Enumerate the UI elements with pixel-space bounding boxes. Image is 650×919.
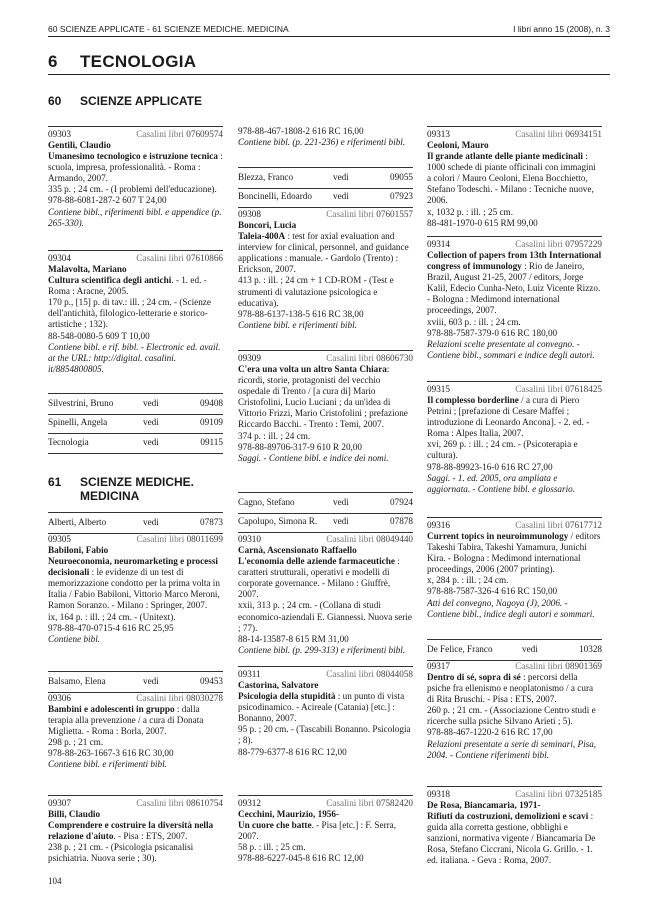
entry-09307 (48, 795, 223, 864)
entry-description: L'economia delle aziende farmaceutiche : caratteri strutturali, operativi e modelli di corporate governance. - Milano : Giuffrè, 2007. (238, 556, 400, 600)
subsection-61-number: 61 (48, 475, 62, 489)
entry-notes: Contiene bibl., riferimenti bibl. e appendice (p. 265-330). (48, 206, 222, 228)
entry-id: 09317 (427, 661, 450, 671)
see-reference: Boncinelli, Edoardo vedi 07923 (238, 187, 413, 208)
entry-source: Casalini libri 08011699 (136, 534, 223, 544)
entry-author: De Rosa, Biancamaria, 1971- (427, 800, 541, 810)
entry-description: Rifiuti da costruzioni, demolizioni e scavi : guida alla corretta gestione, obblighi e sanzioni, normativa vigente / Biancamaria De Rosa, Stefano Ciccrani, Nicola G. Grillo. - 1. ed. italiana. - Geva : Roma, 2007. (427, 811, 596, 866)
see-reference: Cagno, Stefano vedi 07924 (238, 492, 413, 514)
entry-author: Babiloni, Fabio (48, 545, 109, 555)
entry-author: Gentili, Claudio (48, 140, 111, 150)
entry-physical: 170 p., [15] p. di tav.: ill. ; 24 cm. - (Scienze dell'antichità, filologico-letterarie e storico-artistiche ; 132). (48, 297, 211, 330)
see-reference: Balsamo, Elena vedi 09453 (48, 671, 223, 693)
entry-notes: Contiene bibl. e riferimenti bibl. (238, 319, 357, 330)
entry-notes: Atti del convegno, Nagoya (J), 2006. - Contiene bibl., indice degli autori e sommari. (427, 597, 595, 619)
entry-isbn: 978-88-467-1220-2 616 RC 17,00 (427, 727, 553, 738)
entry-description: Il grande atlante delle piante medicinali : 1000 schede di piante officinali con immagini a colori / Mauro Ceoloni, Elena Bocchietto, Stefano Todeschi. - Milano : Tecniche nuove, 2006. (427, 151, 596, 206)
entry-physical: 58 p. : ill. ; 25 cm. (238, 842, 306, 853)
entry-source: Casalini libri 07325185 (515, 789, 602, 799)
entry-notes: Contiene bibl. e rif. bibl. - Electronic ed. avail. at the URL: http://digital. casalini. it/8854800805. (48, 341, 221, 374)
entry-isbn: 978-88-89923-16-0 616 RC 27,00 (427, 461, 553, 472)
entry-notes: Contiene bibl. e riferimenti bibl. (48, 759, 167, 770)
see-reference: Capolupo, Simona R. vedi 07878 (238, 512, 413, 533)
entry-notes: Contiene bibl. (48, 633, 101, 644)
entry-physical: 413 p. : ill. ; 24 cm + 1 CD-ROM - (Test e strumenti di valutazione psicologica e educativa). (238, 275, 394, 308)
entry-physical: xvi, 269 p. : ill. ; 24 cm. - (Psicoterapia e cultura). (427, 439, 578, 461)
subsection-60-number: 60 (48, 94, 62, 108)
entry-09309 (238, 350, 413, 464)
entry-isbn: 88-14-13587-8 615 RM 31,00 (238, 633, 349, 644)
entry-physical: 238 p. ; 21 cm. - (Psicologia psicanalisi psichiatria. Nuova serie ; 30). (48, 842, 194, 864)
entry-09305 (48, 532, 223, 645)
subsection-60-name: SCIENZE APPLICATE (80, 94, 203, 108)
entry-author: Carnà, Ascensionato Raffaello (238, 545, 357, 555)
entry-isbn: 978-88-6081-287-2 607 T 24,00 (48, 195, 167, 206)
entry-09304 (48, 250, 223, 375)
entry-source: Casalini libri 07601557 (326, 209, 413, 219)
entry-physical: 260 p. ; 21 cm. - (Associazione Centro studi e ricerche sulla psiche Silvano Arieti ; 5). (427, 705, 596, 727)
entry-notes: Saggi. - 1. ed. 2005, ora ampliata e aggiornata. - Contiene bibl. e glossario. (427, 472, 576, 494)
entry-09303 (48, 126, 223, 229)
entry-description: Cultura scientifica degli antichi. - 1. ed. - Roma : Aracne, 2005. (48, 275, 207, 297)
entry-09314 (427, 236, 602, 361)
see-reference: Tecnologia vedi 09115 (48, 433, 223, 454)
subsection-61-name: SCIENZE MEDICHE. MEDICINA (80, 475, 195, 503)
entry-isbn: 978-88-467-1808-2 616 RC 16,00 (238, 126, 364, 136)
entry-notes: Contiene bibl. (p. 299-313) e riferimenti bibl. (238, 644, 406, 655)
entry-author: Billi, Claudio (48, 809, 101, 819)
entry-physical: x, 1032 p. : ill. ; 25 cm. (427, 206, 514, 217)
entry-source: Casalini libri 08610754 (136, 798, 223, 808)
entry-notes: Relazioni presentate a serie di seminari, Pisa, 2004. - Contiene riferimenti bibl. (427, 738, 597, 760)
entry-source: Casalini libri 06934151 (515, 129, 602, 139)
entry-source: Casalini libri 08044058 (326, 669, 413, 679)
entry-physical: xxii, 313 p. ; 24 cm. - (Collana di studi economico-aziendali E. Giannessi. Nuova serie ; 77). (238, 600, 412, 633)
entry-source: Casalini libri 07609574 (136, 129, 223, 139)
entry-id: 09310 (238, 534, 261, 544)
entry-description: Current topics in neuroimmunology / editors Takeshi Tabira, Takeshi Yamamura, Junichi Kira. - Bologna : Medimond international proceedings, 2006 (2007 printing). (427, 531, 601, 575)
entry-author: Castorina, Salvatore (238, 680, 319, 690)
see-reference: Silvestrini, Bruno vedi 09408 (48, 393, 223, 415)
entry-id: 09318 (427, 789, 450, 799)
entry-description: Comprendere e costruire la diversità nella relazione d'aiuto. - Pisa : ETS, 2007. (48, 820, 214, 842)
entry-description: Umanesimo tecnologico e istruzione tecnica : scuola, impresa, professionalità. - Roma : Armando, 2007. (48, 151, 223, 184)
page-number: 104 (48, 876, 62, 886)
entry-id: 09315 (427, 384, 450, 394)
entry-description: Dentro di sé, sopra di sé : percorsi della psiche fra ellenismo e neoplatonismo / a cura di Rita Bruschi. - Pisa : ETS, 2007. (427, 672, 594, 705)
entry-author: Ceoloni, Mauro (427, 140, 489, 150)
entry-source: Casalini libri 07957229 (515, 239, 602, 249)
entry-physical: 95 p. ; 20 cm. - (Tascabili Bonanno. Psicologia ; 8). (238, 724, 411, 746)
entry-isbn: 88-779-6377-8 616 RC 12,00 (238, 746, 347, 757)
entry-source: Casalini libri 07617712 (515, 520, 602, 530)
entry-09311 (238, 666, 413, 758)
entry-id: 09312 (238, 798, 261, 808)
section-number: 6 (48, 52, 58, 71)
entry-description: Il complesso borderline / a cura di Piero Petrini ; [prefazione di Cesare Maffei ; introduzione di Leonardo Ancona]. - 2. ed. - Roma : Alpes Italia, 2007. (427, 395, 590, 439)
entry-id: 09316 (427, 520, 450, 530)
running-header-left: 60 SCIENZE APPLICATE - 61 SCIENZE MEDICHE. MEDICINA (48, 24, 289, 34)
entry-source: Casalini libri 08030278 (136, 693, 223, 703)
entry-physical: xviii, 603 p. : ill. ; 24 cm. (427, 316, 521, 327)
entry-09318 (427, 786, 602, 867)
entry-id: 09306 (48, 693, 71, 703)
entry-09306 (48, 691, 223, 771)
entry-source: Casalini libri 07610866 (136, 253, 223, 263)
entry-id: 09311 (238, 669, 261, 679)
column-1 (48, 0, 223, 919)
running-header-right: I libri anno 15 (2008), n. 3 (513, 24, 610, 34)
entry-09317 (427, 659, 602, 761)
entry-09308 (238, 207, 413, 331)
entry-isbn: 88-548-0080-5 609 T 10,00 (48, 330, 150, 341)
entry-id: 09314 (427, 239, 450, 249)
entry-author: Malavolta, Mariano (48, 264, 127, 274)
see-reference: Alberti, Alberto vedi 07873 (48, 512, 223, 534)
entry-description: Collection of papers from 13th International congress of immunology : Rio de Janeiro, Brazil, August 21-25, 2007 / editors, Jorge Kalil, Edecio Cunha-Neto, Luiz Vicente Rizzo. - Bologna : Medimond international proceedings, 2007. (427, 250, 602, 316)
entry-description: Neuroeconomia, neuromarketing e processi decisionali : le evidenze di un test di memorizzazione condotto per la prima volta in Italia / Fabio Babiloni, Vittorio Marco Meroni, Ramon Soranzo. - Milano : Springer, 2007. (48, 556, 220, 611)
column-3 (427, 0, 602, 919)
entry-isbn: 978-88-89706-317-9 610 R 20,00 (238, 441, 363, 452)
entry-notes: Saggi. - Contiene bibl. e indice dei nomi. (238, 452, 389, 463)
entry-source: Casalini libri 08606730 (326, 353, 413, 363)
entry-description: Un cuore che batte. - Pisa [etc.] : F. Serra, 2007. (238, 820, 397, 842)
entry-description: Taleia-400A : test for axial evaluation and interview for clinical, personnel, and guidance applications : manuale. - Gardolo (Trento) : Erickson, 2007. (238, 231, 409, 275)
entry-09312 (238, 795, 413, 864)
entry-description: C'era una volta un altro Santa Chiara: ricordi, storie, protagonisti del vecchio ospedale di Trento / [a cura di] Mario Cristofolini, Lucio Luciani ; da un'idea di Vittorio Frizzi, Mario Cristofolini ; prefazione Riccardo Bacchi. - Trento : Temi, 2007. (238, 364, 408, 430)
entry-id: 09313 (427, 129, 450, 139)
section-name: TECNOLOGIA (80, 52, 197, 71)
entry-09315 (427, 381, 602, 495)
entry-isbn: 978-88-7587-326-4 616 RC 150,00 (427, 586, 558, 597)
entry-physical: ix, 164 p. : ill. ; 24 cm. - (Unitext). (48, 611, 176, 622)
entry-id: 09307 (48, 798, 71, 808)
entry-physical: 374 p. : ill. ; 24 cm. (238, 430, 311, 441)
entry-isbn: 978-88-470-0715-4 616 RC 25,95 (48, 622, 174, 633)
entry-id: 09303 (48, 129, 71, 139)
entry-09310 (238, 532, 413, 656)
entry-isbn: 978-88-263-1667-3 616 RC 30,00 (48, 748, 174, 759)
entry-id: 09304 (48, 253, 71, 263)
see-reference: De Felice, Franco vedi 10328 (427, 639, 602, 661)
entry-source: Casalini libri 08049440 (326, 534, 413, 544)
entry-description: Bambini e adolescenti in gruppo : dalla terapia alla prevenzione / a cura di Donata Miglietta. - Roma : Borla, 2007. (48, 704, 204, 737)
entry-physical: 335 p. ; 24 cm. - (I problemi dell'educazione). (48, 184, 217, 195)
entry-id: 09309 (238, 353, 261, 363)
entry-isbn: 978-88-6227-045-8 616 RC 12,00 (238, 853, 364, 864)
entry-isbn: 978-88-7587-379-0 616 RC 180,00 (427, 327, 558, 338)
entry-source: Casalini libri 07582420 (326, 798, 413, 808)
entry-id: 09308 (238, 209, 261, 219)
entry-physical: x, 284 p. : ill. ; 24 cm. (427, 575, 509, 586)
entry-author: Boncori, Lucia (238, 220, 297, 230)
see-reference: Blezza, Franco vedi 09055 (238, 167, 413, 189)
entry-isbn: 978-88-6137-138-5 616 RC 38,00 (238, 308, 364, 319)
entry-id: 09305 (48, 534, 71, 544)
entry-continuation (238, 126, 413, 148)
entry-source: Casalini libri 07618425 (515, 384, 602, 394)
entry-isbn: 88-481-1970-0 615 RM 99,00 (427, 217, 538, 228)
entry-09313 (427, 126, 602, 229)
column-2 (238, 0, 413, 919)
entry-notes: Contiene bibl. (p. 221-236) e riferimenti bibl. (238, 137, 406, 148)
entry-notes: Relazioni scelte presentate al convegno. - Contiene bibl., sommari e indice degli autori. (427, 338, 595, 360)
entry-physical: 298 p. ; 21 cm. (48, 737, 104, 748)
entry-author: Cecchini, Maurizio, 1956- (238, 809, 340, 819)
see-reference: Spinelli, Angela vedi 09109 (48, 413, 223, 434)
entry-source: Casalini libri 08901369 (515, 661, 602, 671)
entry-description: Psicologia della stupidità : un punto di vista psicodinamico. - Acireale (Catania) [etc.] : Bonanno, 2007. (238, 691, 405, 724)
entry-09316 (427, 517, 602, 620)
